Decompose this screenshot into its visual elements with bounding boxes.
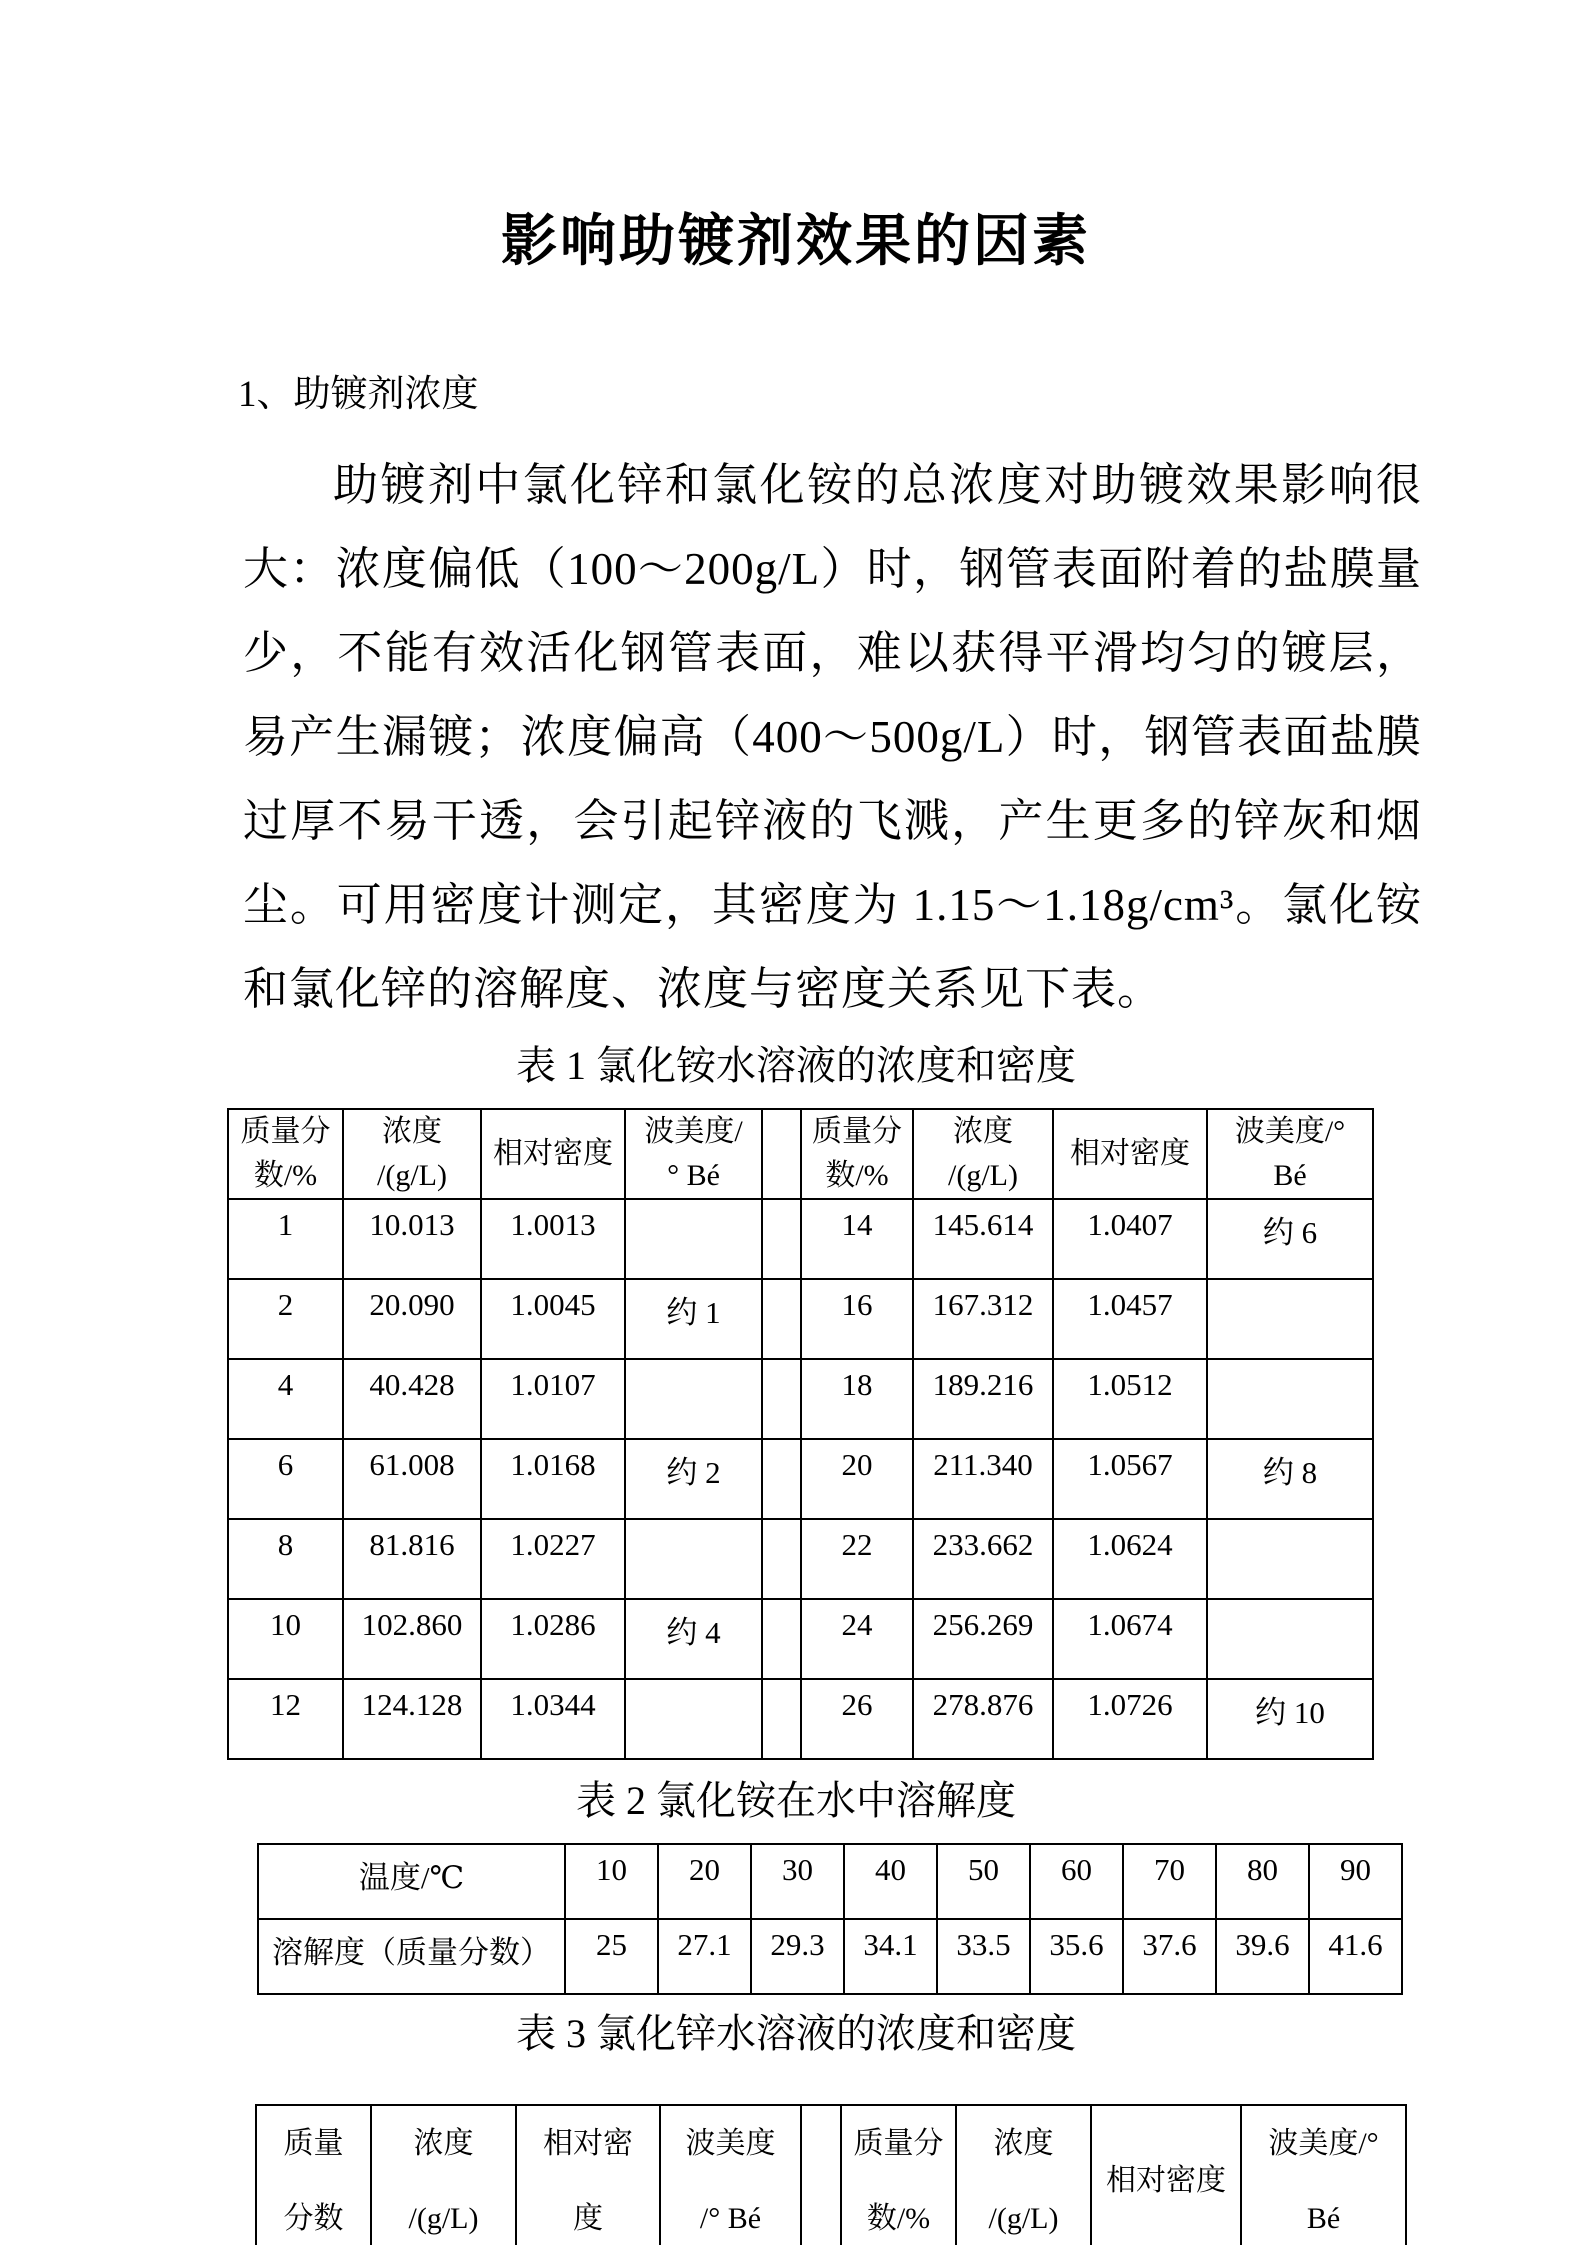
table-cell: 10: [228, 1599, 343, 1679]
table-cell: [625, 1359, 762, 1439]
table-cell: 2: [228, 1279, 343, 1359]
header-line: 浓度: [993, 2126, 1054, 2160]
table-cell: 约 10: [1207, 1679, 1373, 1759]
table-cell: 35.6: [1030, 1919, 1123, 1994]
table-cell: 16: [801, 1279, 913, 1359]
table-cell: 81.816: [343, 1519, 481, 1599]
table-cell: 256.269: [913, 1599, 1053, 1679]
table-cell: 25: [565, 1919, 658, 1994]
header-line: 相对密度: [1070, 1137, 1190, 1170]
table-cell: [762, 1279, 801, 1359]
paragraph-line: 和氯化锌的溶解度、浓度与密度关系见下表。: [243, 964, 1164, 1014]
header-line: 浓度: [413, 2126, 474, 2160]
table-header-cell: [660, 2105, 801, 2245]
table-cell: 40: [844, 1844, 937, 1919]
table-cell: 167.312: [913, 1279, 1053, 1359]
header-line: 数/%: [825, 1159, 889, 1192]
table-cell: 1.0512: [1053, 1359, 1207, 1439]
table-cell: 1: [228, 1199, 343, 1279]
table-cell: 29.3: [751, 1919, 844, 1994]
table-cell: 37.6: [1123, 1919, 1216, 1994]
table-cell: 50: [937, 1844, 1030, 1919]
table-cell: 10.013: [343, 1199, 481, 1279]
header-line: 波美度/: [644, 1115, 743, 1148]
table-cell: 27.1: [658, 1919, 751, 1994]
table-cell: 1.0168: [481, 1439, 625, 1519]
header-line: 浓度: [953, 1115, 1013, 1148]
header-line: 波美度/°: [1268, 2126, 1379, 2160]
table-cell: 39.6: [1216, 1919, 1309, 1994]
header-line: /(g/L): [988, 2201, 1059, 2235]
table-header-cell: [1207, 1109, 1373, 1199]
table-header-cell: [841, 2105, 956, 2245]
table-cell: [762, 1679, 801, 1759]
table-cell: 24: [801, 1599, 913, 1679]
table-cell: 33.5: [937, 1919, 1030, 1994]
table-cell: 6: [228, 1439, 343, 1519]
table-cell: 1.0567: [1053, 1439, 1207, 1519]
header-line: Bé: [1273, 1159, 1307, 1192]
table-cell: [762, 1439, 801, 1519]
table-row: [258, 1844, 1402, 1919]
page-title: 影响助镀剂效果的因素: [501, 211, 1091, 273]
paragraph-line: 易产生漏镀；浓度偏高（400～500g/L）时，钢管表面盐膜: [243, 712, 1422, 762]
table-header-cell: [625, 1109, 762, 1199]
table-cell: 61.008: [343, 1439, 481, 1519]
table-cell: 278.876: [913, 1679, 1053, 1759]
table-cell: 1.0227: [481, 1519, 625, 1599]
table-header-cell: [1053, 1109, 1207, 1199]
table-cell: 26: [801, 1679, 913, 1759]
table-cell: [1207, 1599, 1373, 1679]
paragraph-line: 大：浓度偏低（100～200g/L）时，钢管表面附着的盐膜量: [243, 544, 1422, 594]
table-cell: 约 6: [1207, 1199, 1373, 1279]
header-line: 波美度/°: [1234, 1115, 1346, 1148]
table-header-cell: [1091, 2105, 1241, 2245]
table-cell: 约 4: [625, 1599, 762, 1679]
header-line: 分数: [283, 2201, 344, 2235]
table-cell: 1.0045: [481, 1279, 625, 1359]
table-cell: 233.662: [913, 1519, 1053, 1599]
table-row: [228, 1519, 1373, 1599]
table-cell: [625, 1519, 762, 1599]
table-cell: 12: [228, 1679, 343, 1759]
table-cell: 14: [801, 1199, 913, 1279]
table-cell: [762, 1519, 801, 1599]
table-cell: 1.0726: [1053, 1679, 1207, 1759]
table-cell: 102.860: [343, 1599, 481, 1679]
table-cell: [625, 1199, 762, 1279]
table-cell: [1207, 1279, 1373, 1359]
table-cell: 80: [1216, 1844, 1309, 1919]
table-cell: 40.428: [343, 1359, 481, 1439]
table-header-cell: [343, 1109, 481, 1199]
table-cell: 约 2: [625, 1439, 762, 1519]
header-line: 波美度: [685, 2126, 776, 2160]
table-cell: [1207, 1359, 1373, 1439]
table-cell: 1.0407: [1053, 1199, 1207, 1279]
table-header-cell: [762, 1109, 801, 1199]
table-cell: 18: [801, 1359, 913, 1439]
body-paragraph: [243, 443, 1422, 1031]
table-cell: 20: [658, 1844, 751, 1919]
table-cell: 60: [1030, 1844, 1123, 1919]
table-cell: 溶解度（质量分数）: [258, 1919, 565, 1994]
table1-nh4cl-concentration-density: [227, 1108, 1374, 1760]
table-cell: 1.0457: [1053, 1279, 1207, 1359]
header-line: 质量: [283, 2126, 344, 2160]
paragraph-line: 过厚不易干透，会引起锌液的飞溅，产生更多的锌灰和烟: [243, 796, 1422, 846]
table-row: [228, 1359, 1373, 1439]
table2-caption: 表 2 氯化铵在水中溶解度: [576, 1778, 1016, 1823]
table-cell: [1207, 1519, 1373, 1599]
table-cell: 约 1: [625, 1279, 762, 1359]
table-row: [228, 1599, 1373, 1679]
header-line: /(g/L): [948, 1159, 1018, 1192]
table-cell: [625, 1679, 762, 1759]
table-cell: 41.6: [1309, 1919, 1402, 1994]
table-cell: 22: [801, 1519, 913, 1599]
header-line: Bé: [1306, 2201, 1341, 2235]
table-header-cell: [228, 1109, 343, 1199]
table-cell: 1.0013: [481, 1199, 625, 1279]
table-cell: 温度/℃: [258, 1844, 565, 1919]
table-cell: [762, 1199, 801, 1279]
table-cell: 189.216: [913, 1359, 1053, 1439]
header-line: 质量分: [853, 2126, 944, 2160]
table-cell: 211.340: [913, 1439, 1053, 1519]
table-cell: 145.614: [913, 1199, 1053, 1279]
table-cell: 1.0286: [481, 1599, 625, 1679]
header-line: 相对密度: [493, 1137, 613, 1170]
table-cell: 90: [1309, 1844, 1402, 1919]
table-cell: 70: [1123, 1844, 1216, 1919]
table-row: [228, 1439, 1373, 1519]
table3-caption: 表 3 氯化锌水溶液的浓度和密度: [516, 2011, 1076, 2056]
table-cell: 30: [751, 1844, 844, 1919]
table-cell: 20.090: [343, 1279, 481, 1359]
table-header-cell: [956, 2105, 1091, 2245]
table-header-cell: [913, 1109, 1053, 1199]
table-row: [228, 1679, 1373, 1759]
table3-zncl2-concentration-density: [255, 2104, 1407, 2245]
header-line: 相对密: [543, 2126, 633, 2160]
table-cell: [762, 1359, 801, 1439]
table2-nh4cl-solubility: [257, 1843, 1403, 1995]
paragraph-line: 少，不能有效活化钢管表面，难以获得平滑均匀的镀层，: [243, 628, 1422, 678]
header-line: 度: [573, 2201, 603, 2235]
table-cell: 1.0344: [481, 1679, 625, 1759]
header-line: /° Bé: [699, 2201, 762, 2235]
table-row: [228, 1199, 1373, 1279]
table1-caption: 表 1 氯化铵水溶液的浓度和密度: [516, 1043, 1076, 1088]
table-header-cell: [801, 1109, 913, 1199]
table-cell: 1.0624: [1053, 1519, 1207, 1599]
table-header-cell: [481, 1109, 625, 1199]
table-header-cell: [1241, 2105, 1406, 2245]
header-line: 浓度: [382, 1115, 442, 1148]
table-cell: 1.0107: [481, 1359, 625, 1439]
table-header-row: [228, 1109, 1373, 1199]
table-cell: 1.0674: [1053, 1599, 1207, 1679]
table-cell: 8: [228, 1519, 343, 1599]
header-line: 质量分: [812, 1115, 902, 1148]
header-line: ° Bé: [667, 1159, 720, 1192]
header-line: 相对密度: [1106, 2164, 1226, 2197]
table-cell: 约 8: [1207, 1439, 1373, 1519]
header-line: /(g/L): [408, 2201, 479, 2235]
table-row: [258, 1919, 1402, 1994]
table-header-cell: [801, 2105, 841, 2245]
table-header-row: [256, 2105, 1406, 2245]
table-cell: 124.128: [343, 1679, 481, 1759]
table-cell: 10: [565, 1844, 658, 1919]
header-line: 质量分: [240, 1115, 331, 1148]
table-row: [228, 1279, 1373, 1359]
table-cell: 34.1: [844, 1919, 937, 1994]
table-cell: [762, 1599, 801, 1679]
table-cell: 20: [801, 1439, 913, 1519]
paragraph-line: 尘。可用密度计测定，其密度为 1.15～1.18g/cm³。氯化铵: [243, 880, 1422, 930]
table-header-cell: [516, 2105, 660, 2245]
header-line: 数/%: [866, 2201, 931, 2235]
section-heading: 1、助镀剂浓度: [238, 374, 479, 415]
header-line: /(g/L): [377, 1159, 447, 1192]
table-header-cell: [371, 2105, 516, 2245]
table-cell: 4: [228, 1359, 343, 1439]
header-line: 数/%: [253, 1159, 318, 1192]
table-header-cell: [256, 2105, 371, 2245]
paragraph-line: 助镀剂中氯化锌和氯化铵的总浓度对助镀效果影响很: [333, 460, 1422, 510]
